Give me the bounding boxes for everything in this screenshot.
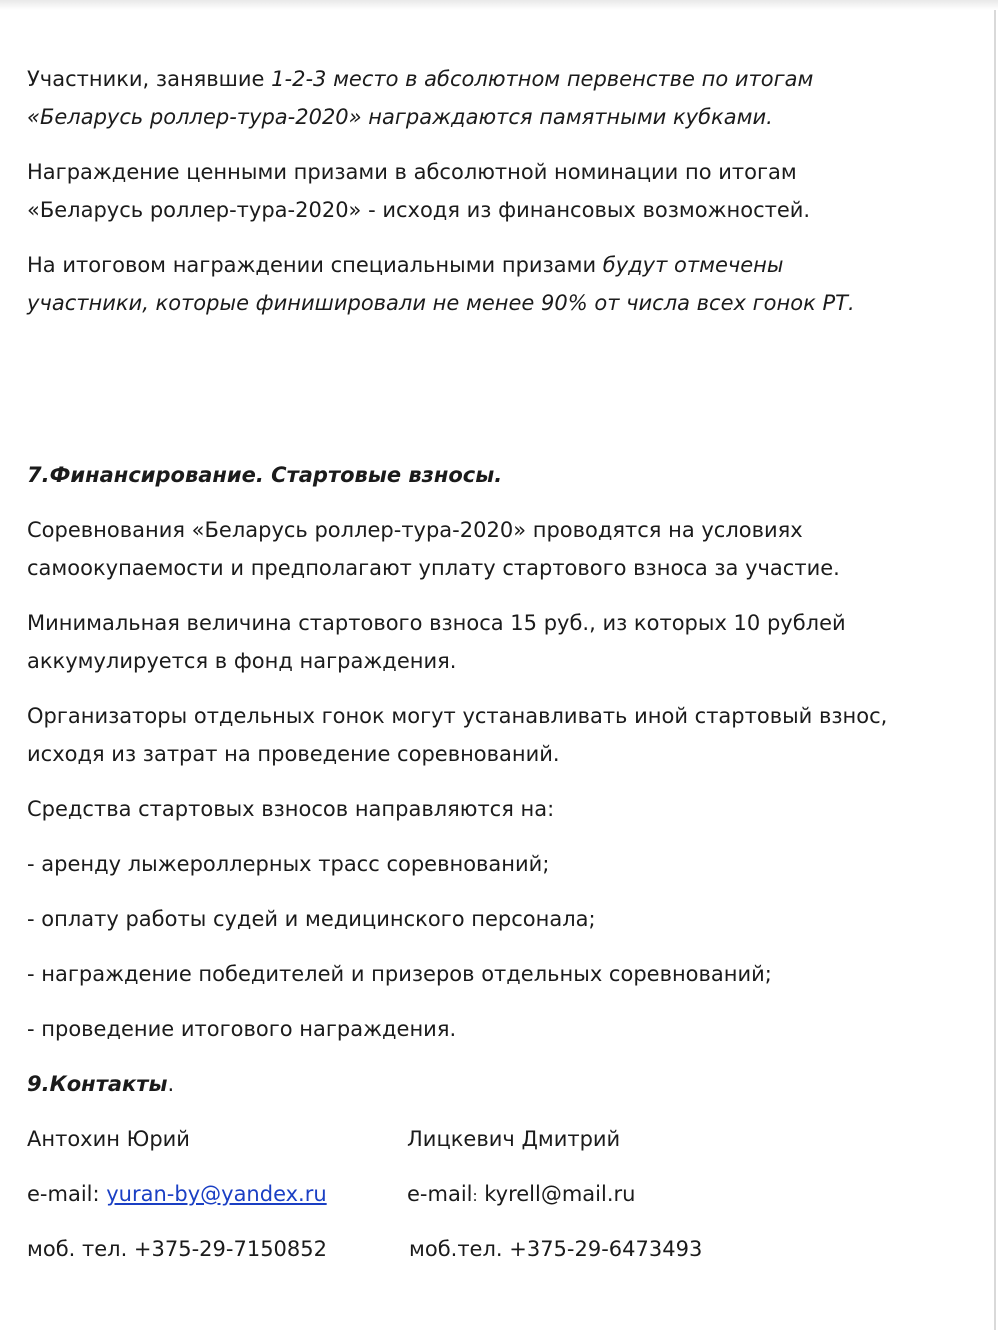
contact-left-phone: моб. тел. +375-29-7150852 (27, 1237, 327, 1261)
list-item: - награждение победителей и призеров отдельных соревнований; (27, 962, 772, 986)
email-label-colon: : (472, 1187, 478, 1205)
email-address-kyrell: kyrell@mail.ru (477, 1182, 636, 1206)
text-line: Минимальная величина стартового взноса 15 руб., из которых 10 рублей (27, 611, 846, 635)
text-line-italic: «Беларусь роллер-тура-2020» награждаются памятными кубками. (27, 105, 773, 129)
contact-right-phone: моб.тел. +375-29-6473493 (409, 1237, 703, 1261)
text-line: Организаторы отдельных гонок могут устанавливать иной стартовый взнос, (27, 704, 888, 728)
awards-paragraph-cups (27, 60, 967, 136)
text-line: Награждение ценными призами в абсолютной номинации по итогам (27, 160, 797, 184)
awards-paragraph-special (27, 246, 967, 322)
text-line: самоокупаемости и предполагают уплату стартового взноса за участие. (27, 556, 840, 580)
financing-paragraph-conditions (27, 511, 967, 587)
text-line (27, 60, 967, 98)
contact-phones-row (27, 1230, 967, 1268)
text-run-italic: 1-2-3 место в абсолютном первенстве по итогам (271, 67, 814, 91)
contact-emails-row (27, 1175, 967, 1213)
email-link-yuran[interactable]: yuran-by@yandex.ru (106, 1182, 327, 1206)
list-item: - аренду лыжероллерных трасс соревнований; (27, 852, 550, 876)
financing-paragraph-minimum-fee (27, 604, 967, 680)
awards-paragraph-prizes (27, 153, 967, 229)
section-9-title: 9.Контакты (27, 1072, 168, 1096)
blank-space (27, 339, 967, 456)
email-label: e-mail (407, 1182, 473, 1206)
email-label: e-mail: (27, 1182, 107, 1206)
contact-left-name: Антохин Юрий (27, 1127, 190, 1151)
text-line: аккумулируется в фонд награждения. (27, 649, 457, 673)
funds-intro: Средства стартовых взносов направляются на: (27, 797, 555, 821)
page-top-edge (0, 0, 998, 10)
text-line: Соревнования «Беларусь роллер-тура-2020» проводятся на условиях (27, 518, 803, 542)
contact-right-email (407, 1175, 635, 1215)
text-line (27, 246, 967, 284)
section-7-heading: 7.Финансирование. Стартовые взносы. (27, 463, 503, 487)
text-line: исходя из затрат на проведение соревнований. (27, 742, 560, 766)
text-line: «Беларусь роллер-тура-2020» - исходя из финансовых возможностей. (27, 198, 811, 222)
list-item: - оплату работы судей и медицинского персонала; (27, 907, 596, 931)
contact-right-name: Лицкевич Дмитрий (407, 1127, 621, 1151)
list-item: - проведение итогового награждения. (27, 1017, 457, 1041)
text-run: Участники, занявшие (27, 67, 272, 91)
contact-names-row (27, 1120, 967, 1158)
document-content (27, 60, 967, 1285)
text-line-italic: участники, которые финишировали не менее 90% от числа всех гонок РТ. (27, 291, 855, 315)
financing-paragraph-organizers (27, 697, 967, 773)
section-9-title-dot: . (167, 1072, 175, 1096)
contact-left-email (27, 1175, 327, 1213)
text-run-italic: будут отмечены (602, 253, 784, 277)
text-run: На итоговом награждении специальными призами (27, 253, 603, 277)
section-9-heading (27, 1065, 967, 1103)
